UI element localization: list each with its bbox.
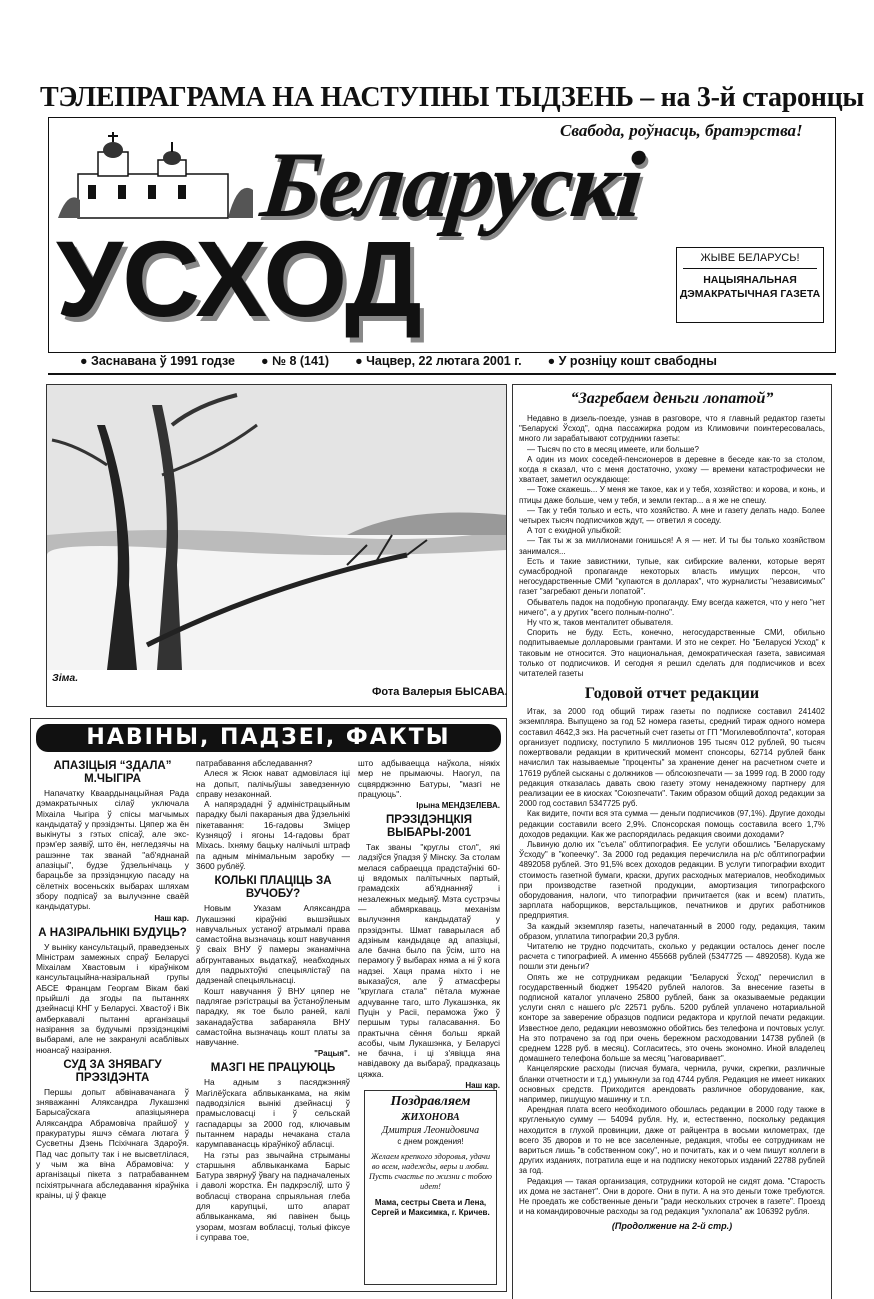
photo-caption: Зіма. xyxy=(52,672,79,684)
byline: Наш кар. xyxy=(154,913,189,923)
church-illustration xyxy=(58,130,258,220)
editorial-column xyxy=(512,384,832,1299)
slogan: ЖЫВЕ БЕЛАРУСЬ! xyxy=(683,252,817,269)
headline: КОЛЬКІ ПЛАЦІЦЬ ЗА ВУЧОБУ? xyxy=(214,875,332,901)
paragraph: Итак, за 2000 год общий тираж газеты по подписке составил 241402 экземпляра. Выпущено за год 52 номера газеты, средний тираж одного номера составил 4642,3 экз. На расчетный счет газеты от ГП "Могилевоблпочта", которая организует подписку, поступило 5 миллионов 195 тысяч 012 рублей, 90 тысяч пожертвовали редакции в критический момент спонсоры, 62714 рублей банк начислил так называемые "проценты" за хранение денег на расчетном счете и 17619 рублей сысканы с должников — облсоюзпечати — за 1999 год. В 2000 году редакция отказалась давать свою газету этому ненадежному партнеру для реализации ее в киосках "Союзпечати". Таким образом общий доход редакции за 2000 год составил 5347725 руб. xyxy=(519,707,825,809)
greeting-occasion: с днем рождения! xyxy=(397,1137,464,1146)
article-text: А напярэдадні ў адміністрацыйным парадку былі пакараныя два ўдзельнікі пікетавання: 16-гадовы Зміцер Кузняцоў і ягоны 14-гадовы брат Міхась. Іхняму бацьку налічылі штраф па адным мінімальным заробку — 3600 рублёў. xyxy=(196,799,350,871)
newspaper-type-box xyxy=(676,247,824,323)
issue-number: ● № 8 (141) xyxy=(261,354,330,368)
paragraph: — Тоже скажешь... У меня же такое, как и у тебя, хозяйство: и корова, и конь, и птицы даже больше, чем у тебя, и земли гектар... а я же не спешу. xyxy=(519,485,825,505)
article-text: Так званы "круглы стол", які ладзіўся ўпадзя ў Мінску. За столам мелася сабраецца прадстаўнікі 60-ці вядомых палітычных партый, грамадскіх аб'яднанняў і незалежных медыяў. Мэта сустрэчы — абмяркаваць механізм вылучэння кандыдатаў у прэзідэнты. Шмат гаварылася аб адзіным кандыдаце ад апазіцыі, але бачна было па ўсім, што на перамогу ў выбарах няма а ні ў кога надзеі. Хаця прама ніхто і не выказаўся, але ў атмасферы "круглага стала" пётала мужнае адчуванне таго, што Лукашэнка, як Пуцін у Расіі, пераможа ўжо ў першым туры галасавання. Бо практычна сёння больш яркай асобы, чым Лукашэнка, у Беларусі не бачна, і ці з'явіцца яна навідавоку да выбараў, прадказаць цяжка. xyxy=(358,842,500,1079)
birthday-greeting xyxy=(364,1090,497,1285)
editorial-title: “Загребаем деньги лопатой” xyxy=(570,390,774,407)
paragraph: Есть и такие завистники, тупые, как сибирские валенки, которые верят сумасбродной пропаганде некоторых власть имущих персон, что негосударственные СМИ "купаются в долларах", что журналисты "независимых" газет "загребают деньги лопатой". xyxy=(519,556,825,597)
continued-note: (Продолжение на 2-й стр.) xyxy=(611,1221,733,1232)
paragraph: А тот с ехидной улыбкой: xyxy=(527,526,622,536)
divider xyxy=(48,373,836,375)
article-text: Новым Указам Аляксандра Лукашэнкі кіраўнікі вышэйшых навучальных устаноў атрымалі права самастойна вызначаць кошт навучання ў сваіх ВНУ ў памеры эканамічна абгрунтаваных выдаткаў, неабходных для падрыхтоўкі спецыялістаў па дадзенай спецыяльнасці. xyxy=(196,903,350,986)
paragraph: А один из моих соседей-пенсионеров в деревне в беседе как-то за столом, когда я сказал, что с меня достаточно, ухожу — времени катастрофически не хватает, заметил осуждающе: xyxy=(519,454,825,485)
paragraph: — Так у тебя только и есть, что хозяйство. А мне и газету делать надо. Более четырех тысяч подписчиков ждут, — ответил я соседу. xyxy=(519,505,825,526)
article-text: Алеся ж Ясюк нават адмовілася іці на допыт, палічыўшы заведзенную справу незаконнай. xyxy=(196,768,350,799)
founded: ● Заснавана ў 1991 годзе xyxy=(80,354,236,368)
greeting-signature: Мама, сестры Света и Лена, Сергей и Максимка, г. Кричев. xyxy=(371,1198,490,1217)
headline: ПРЭЗІДЭНЦКІЯ ВЫБАРЫ-2001 xyxy=(386,814,472,840)
byline: "Рацыя". xyxy=(314,1049,350,1059)
article-text: У выніку кансультацый, праведзеных Міністрам замежных спраў Беларусі Міхаілам Хвастовым і кіраўніком кансультацыйна-назіральнай групы АБСЕ Францам Георгам Вікам бакі прыйшлі да згоды па пытаннях дзейнасці КНГ у Беларусі. Хвастоў і Вік амберкавалі пытанні арганізацыі назірання за будучымі прэзідэнцкімі выбарамі, але не закранулі асаблівых нюансаў назірання. xyxy=(36,941,189,1055)
news-column-2 xyxy=(196,758,350,1242)
paragraph: Львиную долю их "съела" облтипография. Ее услуги обошлись "Беларускаму Ўсходу" в "копеечку". За 2000 год редакция перечислила на р/с облтипографии 4892058 рублей. Это 91,5% всех доходов редакции. В услуги типографии входит стоимость газетной бумаги, краски, других расходных материалов, необходимых при производстве газетной продукции, амортизация типографского оборудования, налоги, что типографии причитается (как и всем) платить, зарплата наборщиков, верстальщиков, печатников и других работников предприятия. xyxy=(519,839,825,921)
issue-date: ● Чацвер, 22 лютага 2001 г. xyxy=(355,354,522,368)
byline: Ірына МЕНДЗЕЛЕВА. xyxy=(416,801,500,811)
logo-title-bottom: УСХОД xyxy=(56,218,421,339)
paragraph: Спорить не буду. Есть, конечно, негосударственные СМИ, обильно подпитываемые долларовыми грантами. И это не секрет. Но "Беларускі Усход" к таковым не относится. Это национальная, демократическая газета, зависимая только от подписчиков. И сегодня я решил сделать для подписчиков и всех читателей газеты xyxy=(519,628,825,679)
photo-credit: Фота Валерыя БЫСАВА. xyxy=(372,686,508,698)
winter-photo xyxy=(46,384,507,707)
headline: АПАЗІЦЫЯ “ЗДАЛА” М.ЧЫГІРА xyxy=(53,760,172,785)
paragraph: Редакция — такая организация, сотрудники которой не сидят дома. "Старость их дома не застанет". Они в дороге. Они в пути. А на это деньги тоже требуются. Не проедать же собственные деньги "ради нескольких строчек в газете". Проезд и на командировочные расходы за год редакция "ухлопала" аж 106392 рубля. xyxy=(519,1176,825,1217)
byline: Наш кар. xyxy=(465,1081,500,1091)
paragraph: Опять же не сотрудникам редакции "Беларускі Ўсход" перечислил в государственный бюджет 195420 рублей налогов. За внесение газеты в подписной каталог уплачено 25800 рублей, банк за оказываемые редакции услуги снял с нашего р/с 22571 рубль. 5200 рублей уплачено нотариальной конторе за заверение образцов подписи редактора и круглой печати редакции. Известное дело, редакции невозможно обойтись без телефона и почтовых услуг. На это потрачено за год при очень бережном расходовании 14738 рублей (в среднем 1228 руб. в месяц). Согласитесь, это очень экономно. Иной владелец домашнего телефона больше за месяц "наговаривает". xyxy=(519,972,825,1064)
greeting-surname: ЖИХОНОВА xyxy=(401,1112,460,1123)
telegram-headline: ТЭЛЕПРАГРАМА НА НАСТУПНЫ ТЫДЗЕНЬ – на 3-й старонцы xyxy=(40,82,864,113)
dateline xyxy=(80,354,840,368)
newspaper-subtitle: НАЦЫЯНАЛЬНАЯ ДЭМАКРАТЫЧНАЯ ГАЗЕТА xyxy=(679,274,821,300)
headline: А НАЗІРАЛЬНІКІ БУДУЦЬ? xyxy=(38,926,187,939)
paragraph: Недавно в дизель-поезде, узнав в разговоре, что я главный редактор газеты "Беларускі Ўсход", одна пассажирка родом из Климовичи поинтересовалась, много ли зарабатывают сотрудники газеты: xyxy=(519,414,825,444)
article-text: Першы допыт абвінавачанага ў зняважанні Аляксандра Лукашэнкі Барысаўскага апазіцыянера Аляксандра Абрамовіча прайшоў у пракуратуры яшчэ сёмага лютага ў Сусветны Дзень Псіхічнага Здароўя. Пад час допыту так і не высветлілася, у чым жа віна Абрамовіча: у арганізацыі пікета з патрабаваннем псіхіятрычнага абследавання кіраўніка краіны, ці ў факце xyxy=(36,1086,189,1200)
report-heading: Годовой отчет редакции xyxy=(584,685,760,703)
news-column-3 xyxy=(358,758,500,1094)
price: ● У розніцу кошт свабодны xyxy=(547,354,717,368)
paragraph: Ну что ж, таков менталитет обывателя. xyxy=(527,618,674,628)
paragraph: Канцелярские расходы (писчая бумага, чернила, ручки, скрепки, различные бланки отчетности и т.д.) умыкнули за год 4744 рубля. Редакция не имеет никаких основных средств. Приходится арендовать различное оборудование, как, например, пишущую машинку и т.п. xyxy=(519,1064,825,1104)
greeting-wishes: Желаем крепкого здоровья, удачи во всем, надежды, веры и любви. Пусть счастье по жизни с тобою идет! xyxy=(369,1152,492,1191)
paragraph: — Тысяч по сто в месяц имеете, или больше? xyxy=(527,444,699,454)
logo-title-top: Беларускі xyxy=(256,133,647,237)
article-text: Кошт навучання ў ВНУ цяпер не падлягае рэгістрацыі ва ўстаноўленым парадку, як тое было раней, калі заканадаўства забараняла ВНУ самастойна вызначаць кошт платы за навучанне. xyxy=(196,985,350,1048)
winter-landscape-image xyxy=(47,385,506,670)
article-text: На гэты раз звычайна стрыманы старшыня аблвыканкама Барыс Батура звярнуў ўвагу на падначаленых і даволі жорстка. Ён падкрэсліў, што ў вобласці створана спрыяльная глеба для карупцыі, што апарат аблвыканкама, які павінен быць узорам, мозгам вобласці, толькі фіксуе і суправа тое, xyxy=(196,1149,350,1242)
news-banner: НАВІНЫ, ПАДЗЕІ, ФАКТЫ xyxy=(36,724,501,752)
article-text: што адбываецца наўкола, ніякіх мер не прымаючы. Наогул, па сцвярджэнню Батуры, "мазгі не працуюць". xyxy=(358,758,500,799)
motto: Свабода, роўнасць, братэрства! xyxy=(560,121,803,140)
news-column-1 xyxy=(36,758,189,1200)
paragraph: Как видите, почти вся эта сумма — деньги подписчиков (97,1%). Другие доходы редакции составили всего 2,9%. Спонсорская помощь составила всего 1,7% доходов редакции. Как же распорядилась редакция своими доходами? xyxy=(519,809,825,839)
article-text: Напачатку Кваардынацыйная Рада дэмакратычных сілаў уключала Міхаіла Чыгіра ў спісы магчымых кандыдатаў у прэзідэнты. Цяпер жа ён выкінуты з гэтых спісаў, але экс-прэм'ер заявіў, што ён, негледзячы на рашэнне так званай "аб'яднанай апазіцыі", будзе ўдзельнічаць у барацьбе за прэзідэнцкую пасаду на сёлетніх восеньскіх выбарах шляхам збору подпісаў за вылучэнне сваёй кандыдатуры. xyxy=(36,788,189,912)
greeting-name: Дмитрия Леонидовича xyxy=(381,1125,480,1136)
paragraph: За каждый экземпляр газеты, напечатанный в 2000 году, редакция, таким образом, уплатила типографии 20,3 рубля. xyxy=(519,921,825,941)
headline: СУД ЗА ЗНЯВАГУ ПРЭЗІДЭНТА xyxy=(63,1058,162,1084)
paragraph: — Так ты ж за миллионами гонишься! А я — нет. И ты бы только хозяйством занимался... xyxy=(519,536,825,556)
article-text: На адным з пасяджэнняў Магілёўскага аблвыканкама, на якім падводзіліся вынікі дзейнасці ў прамысловасці і ў сельскай гаспадарцы за 2000 год, ключавым пытаннем нарады нечакана стала карумпаванасць кіраўнікоў абласці. xyxy=(196,1077,350,1150)
greeting-title: Поздравляем xyxy=(390,1094,471,1109)
paragraph: Обыватель падок на подобную пропаганду. Ему всегда кажется, что у него "нет ничего", а у других "всего полным-полно". xyxy=(519,597,825,617)
paragraph: Арендная плата всего необходимого обошлась редакции в 2000 году также в кругленькую сумму — 54094 рубля. Ну, и, естественно, поскольку редакция находится в глухой провинции, даже от райцентра в восьми километрах, где всего 35 дворов и то не все заселенные, редакция, чтобы ее сотрудникам не вариться лишь "в собственном соку", но и почитать, как и о чем пишут коллеги в других изданиях, потратила еще и на подписку некоторых изданий 22788 рублей за год. xyxy=(519,1105,825,1176)
article-text: патрабавання абследавання? xyxy=(196,758,313,768)
paragraph: Читателю не трудно подсчитать, сколько у редакции осталось денег после расчета с типографией. А именно 455668 рублей (5347725 — 4892058). Куда же пошли эти деньги? xyxy=(519,941,825,972)
headline: МАЗГІ НЕ ПРАЦУЮЦЬ xyxy=(210,1062,336,1075)
